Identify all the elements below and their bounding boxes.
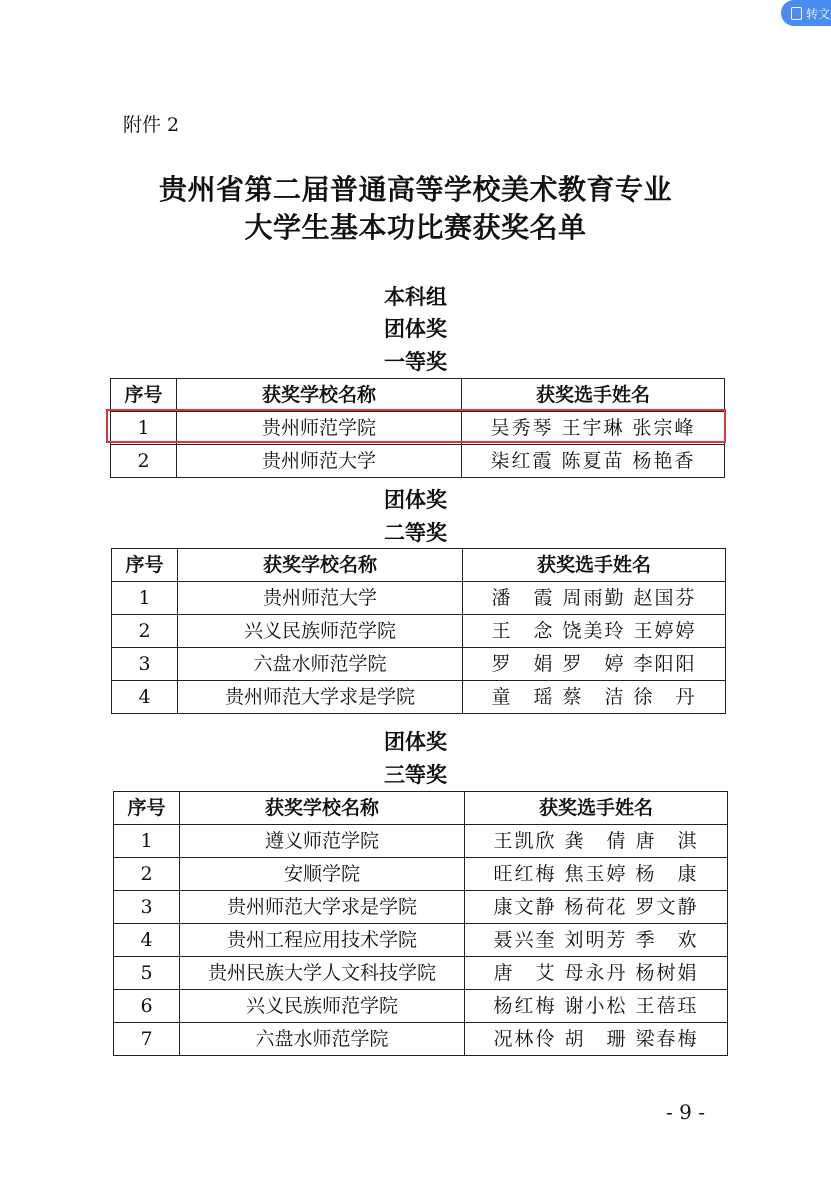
group-label: 本科组 bbox=[384, 285, 447, 309]
convert-button-label: 转文 bbox=[806, 6, 831, 21]
row-names: 康文静 杨荷花 罗文静 bbox=[465, 891, 728, 924]
document-title-line-1: 贵州省第二届普通高等学校美术教育专业 bbox=[158, 173, 672, 206]
row-index: 1 bbox=[111, 412, 177, 445]
row-school: 贵州师范大学 bbox=[178, 582, 463, 615]
table-row bbox=[111, 412, 725, 445]
row-index: 1 bbox=[112, 582, 178, 615]
row-index: 3 bbox=[114, 891, 180, 924]
section-1-level: 一等奖 bbox=[384, 350, 447, 374]
table-row bbox=[114, 924, 728, 957]
row-school: 贵州师范大学求是学院 bbox=[180, 891, 465, 924]
document-title-line-2: 大学生基本功比赛获奖名单 bbox=[244, 211, 587, 244]
row-school: 贵州工程应用技术学院 bbox=[180, 924, 465, 957]
section-1-award-type: 团体奖 bbox=[384, 317, 447, 341]
header-school: 获奖学校名称 bbox=[180, 792, 465, 825]
row-names: 王凯欣 龚 倩 唐 淇 bbox=[465, 825, 728, 858]
table-row bbox=[112, 615, 726, 648]
row-school: 六盘水师范学院 bbox=[178, 648, 463, 681]
page-number: - 9 - bbox=[666, 1100, 705, 1124]
table-row bbox=[112, 582, 726, 615]
row-index: 1 bbox=[114, 825, 180, 858]
row-school: 兴义民族师范学院 bbox=[180, 990, 465, 1023]
row-names: 唐 艾 母永丹 杨树娟 bbox=[465, 957, 728, 990]
table-row bbox=[112, 648, 726, 681]
table-row bbox=[114, 891, 728, 924]
section-3-level: 三等奖 bbox=[384, 763, 447, 787]
table-row bbox=[114, 990, 728, 1023]
table-row bbox=[111, 445, 725, 478]
row-names: 聂兴奎 刘明芳 季 欢 bbox=[465, 924, 728, 957]
table-row bbox=[114, 1023, 728, 1056]
row-index: 2 bbox=[112, 615, 178, 648]
header-school: 获奖学校名称 bbox=[178, 549, 463, 582]
header-index: 序号 bbox=[114, 792, 180, 825]
row-names: 潘 霞 周雨勤 赵国芬 bbox=[463, 582, 726, 615]
row-index: 2 bbox=[114, 858, 180, 891]
header-index: 序号 bbox=[112, 549, 178, 582]
table-row bbox=[114, 957, 728, 990]
third-prize-table bbox=[113, 791, 728, 1056]
row-names: 杨红梅 谢小松 王蓓珏 bbox=[465, 990, 728, 1023]
row-names: 吴秀琴 王宇琳 张宗峰 bbox=[462, 412, 725, 445]
header-names: 获奖选手姓名 bbox=[462, 379, 725, 412]
row-names: 王 念 饶美玲 王婷婷 bbox=[463, 615, 726, 648]
table-header-row bbox=[114, 792, 728, 825]
convert-button[interactable] bbox=[781, 0, 831, 26]
row-index: 4 bbox=[112, 681, 178, 714]
row-names: 况林伶 胡 珊 梁春梅 bbox=[465, 1023, 728, 1056]
header-names: 获奖选手姓名 bbox=[463, 549, 726, 582]
document-icon bbox=[791, 7, 802, 20]
header-school: 获奖学校名称 bbox=[177, 379, 462, 412]
row-index: 6 bbox=[114, 990, 180, 1023]
row-school: 贵州师范学院 bbox=[177, 412, 462, 445]
row-names: 旺红梅 焦玉婷 杨 康 bbox=[465, 858, 728, 891]
header-names: 获奖选手姓名 bbox=[465, 792, 728, 825]
row-school: 遵义师范学院 bbox=[180, 825, 465, 858]
section-3-award-type: 团体奖 bbox=[384, 730, 447, 754]
table-header-row bbox=[112, 549, 726, 582]
first-prize-table bbox=[110, 378, 725, 478]
row-school: 贵州民族大学人文科技学院 bbox=[180, 957, 465, 990]
table-row bbox=[114, 825, 728, 858]
table-row bbox=[112, 681, 726, 714]
row-school: 贵州师范大学 bbox=[177, 445, 462, 478]
row-index: 7 bbox=[114, 1023, 180, 1056]
row-index: 2 bbox=[111, 445, 177, 478]
row-school: 六盘水师范学院 bbox=[180, 1023, 465, 1056]
row-school: 兴义民族师范学院 bbox=[178, 615, 463, 648]
table-row bbox=[114, 858, 728, 891]
row-names: 罗 娟 罗 婷 李阳阳 bbox=[463, 648, 726, 681]
row-index: 4 bbox=[114, 924, 180, 957]
row-index: 3 bbox=[112, 648, 178, 681]
header-index: 序号 bbox=[111, 379, 177, 412]
table-header-row bbox=[111, 379, 725, 412]
section-2-level: 二等奖 bbox=[384, 521, 447, 545]
row-school: 安顺学院 bbox=[180, 858, 465, 891]
row-names: 童 瑶 蔡 洁 徐 丹 bbox=[463, 681, 726, 714]
row-index: 5 bbox=[114, 957, 180, 990]
second-prize-table bbox=[111, 548, 726, 714]
attachment-label: 附件 2 bbox=[123, 114, 180, 136]
row-school: 贵州师范大学求是学院 bbox=[178, 681, 463, 714]
section-2-award-type: 团体奖 bbox=[384, 488, 447, 512]
row-names: 柒红霞 陈夏苗 杨艳香 bbox=[462, 445, 725, 478]
